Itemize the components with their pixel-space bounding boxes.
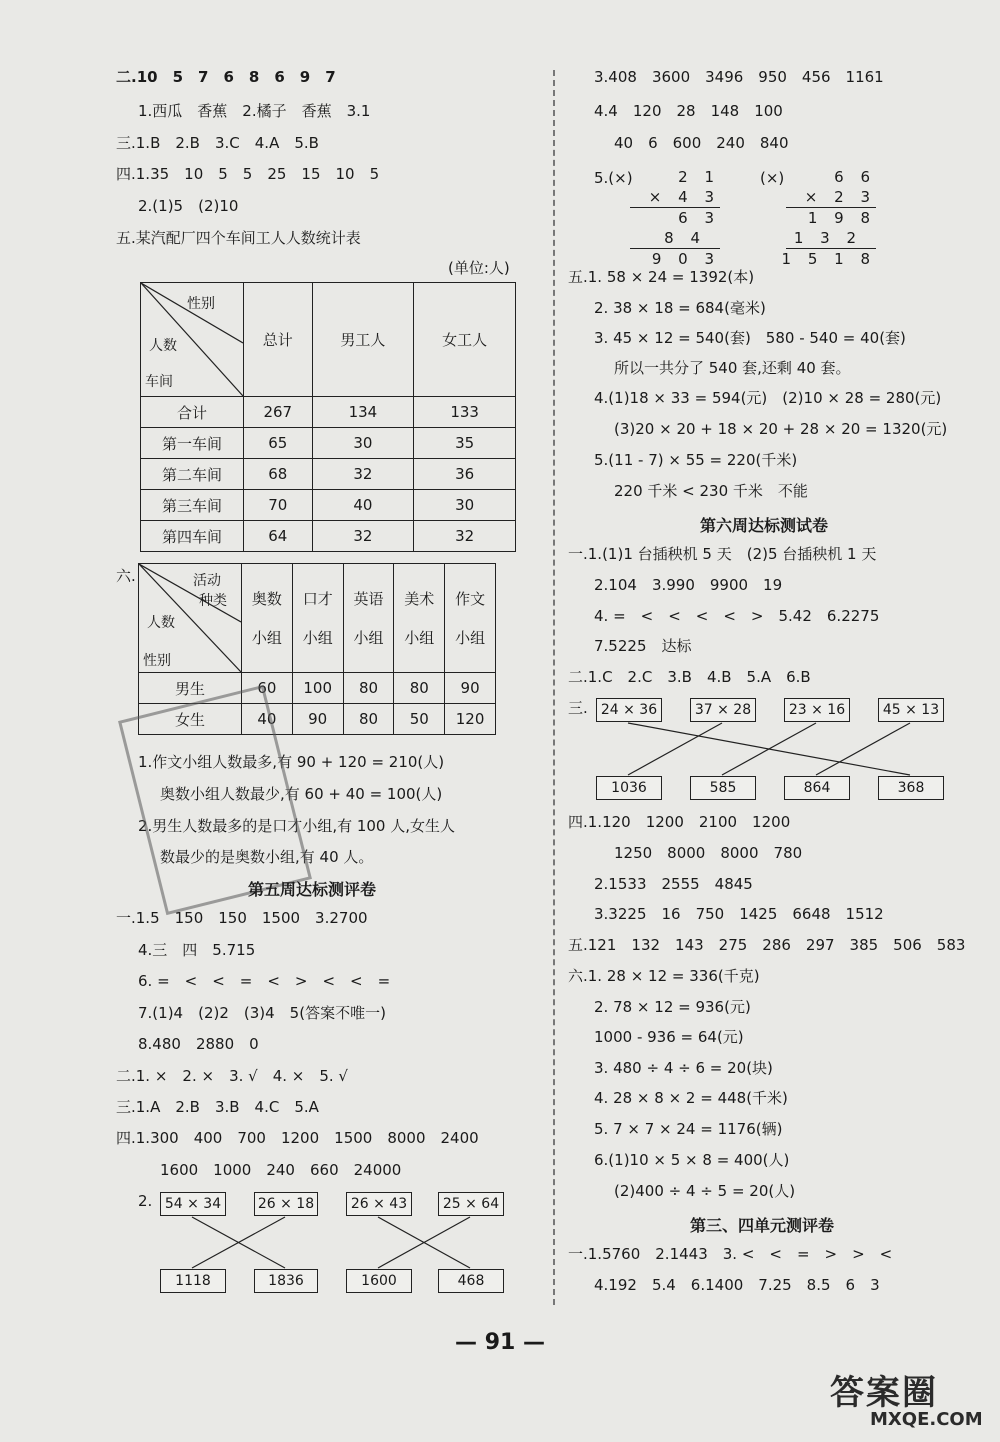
match2-top-box: 45 × 13	[878, 698, 944, 722]
header-line: 美术	[404, 590, 435, 608]
table2-header	[394, 564, 445, 673]
right-line-20: 1250 8000 8000 780	[614, 844, 803, 862]
table1-cell: 第二车间	[141, 459, 244, 490]
mul-row: 6 3	[678, 209, 720, 227]
table1-cell: 70	[244, 490, 313, 521]
header-line: 小组	[353, 629, 384, 647]
section-six-label: 六.	[116, 567, 136, 585]
left-line-2: 1.西瓜 香蕉 2.橘子 香蕉 3.1	[138, 102, 371, 120]
table2-corner-mid: 人数	[147, 615, 175, 631]
table1-cell: 第一车间	[141, 428, 244, 459]
mul-bar	[786, 207, 876, 208]
table-row	[141, 490, 516, 521]
right-line-25: 2. 78 × 12 = 936(元)	[594, 998, 751, 1016]
table2-corner	[139, 564, 242, 673]
section-title-week6: 第六周达标测试卷	[700, 516, 829, 535]
table1-cell: 64	[244, 521, 313, 552]
mul-bar	[630, 207, 720, 208]
left-line-16: 二.1. × 2. × 3. √ 4. × 5. √	[116, 1067, 348, 1085]
right-line-4: 5.(×)	[594, 169, 633, 187]
left-line-6: 五.某汽配厂四个车间工人人数统计表	[116, 229, 361, 247]
right-line-30: 6.(1)10 × 5 × 8 = 400(人)	[594, 1151, 790, 1169]
right-line-13: 一.1.(1)1 台插秧机 5 天 (2)5 台插秧机 1 天	[568, 545, 877, 563]
table1-cell: 36	[414, 459, 516, 490]
table1-cell: 133	[414, 397, 516, 428]
mul-row: × 2 3	[804, 188, 876, 206]
page-number: — 91 —	[455, 1330, 545, 1355]
table-row	[141, 428, 516, 459]
right-line-33: 4.192 5.4 6.1400 7.25 8.5 6 3	[594, 1276, 880, 1294]
mul-bar	[630, 248, 720, 249]
table1-cell: 35	[414, 428, 516, 459]
unit-label: (单位:人)	[448, 259, 510, 277]
left-line-7: 1.作文小组人数最多,有 90 + 120 = 210(人)	[138, 753, 445, 771]
right-line-6: 2. 38 × 18 = 684(毫米)	[594, 299, 766, 317]
header-line: 小组	[302, 629, 333, 647]
match1-top-box: 25 × 64	[438, 1192, 504, 1216]
right-line-29: 5. 7 × 7 × 24 = 1176(辆)	[594, 1120, 783, 1138]
header-line: 英语	[353, 590, 384, 608]
workshop-table	[140, 282, 516, 552]
vertical-multiplication-2	[781, 168, 876, 273]
match1-top-box: 54 × 34	[160, 1192, 226, 1216]
table-row	[141, 521, 516, 552]
right-line-24: 六.1. 28 × 12 = 336(千克)	[568, 967, 760, 985]
left-line-5: 2.(1)5 (2)10	[138, 197, 239, 215]
table2-cell: 90	[445, 673, 496, 704]
match1-top-box: 26 × 18	[254, 1192, 318, 1216]
table2-cell: 50	[394, 704, 445, 735]
right-line-4b: (×)	[760, 169, 785, 187]
table2-cell: 100	[292, 673, 343, 704]
column-divider	[553, 70, 555, 1305]
header-line: 口才	[302, 590, 333, 608]
header-line: 小组	[404, 629, 435, 647]
right-line-31: (2)400 ÷ 4 ÷ 5 = 20(人)	[614, 1182, 796, 1200]
header-line: 作文	[455, 590, 486, 608]
match1-bottom-box: 1118	[160, 1269, 226, 1293]
table1-cell: 32	[312, 459, 414, 490]
table1-cell: 32	[414, 521, 516, 552]
right-line-16: 7.5225 达标	[594, 637, 692, 655]
table1-cell: 合计	[141, 397, 244, 428]
right-line-12: 220 千米 < 230 千米 不能	[614, 482, 808, 500]
left-line-14: 7.(1)4 (2)2 (3)4 5(答案不唯一)	[138, 1004, 386, 1022]
left-line-20: 2.	[138, 1192, 153, 1210]
right-line-32: 一.1.5760 2.1443 3. < < = > > <	[568, 1245, 893, 1263]
logo-url: MXQE.COM	[870, 1409, 983, 1430]
table-row	[141, 459, 516, 490]
table1-corner-top: 性别	[187, 296, 215, 312]
mul-row: 2 1	[678, 168, 720, 186]
table1-header: 男工人	[312, 283, 414, 397]
table1-header: 女工人	[414, 283, 516, 397]
table-row	[139, 673, 496, 704]
table2-corner-top2: 种类	[199, 593, 227, 609]
table2-header	[292, 564, 343, 673]
mul-bar	[786, 248, 876, 249]
right-line-19: 四.1.120 1200 2100 1200	[568, 813, 791, 831]
match2-bottom-box: 368	[878, 776, 944, 800]
match1-top-box: 26 × 43	[346, 1192, 412, 1216]
right-line-5: 五.1. 58 × 24 = 1392(本)	[568, 268, 755, 286]
table1-corner-mid: 人数	[149, 338, 177, 354]
right-line-17: 二.1.C 2.C 3.B 4.B 5.A 6.B	[568, 668, 811, 686]
right-line-23: 五.121 132 143 275 286 297 385 506 583	[568, 936, 966, 954]
match1-bottom-box: 1600	[346, 1269, 412, 1293]
left-line-12: 4.三 四 5.715	[138, 941, 256, 959]
table2-header	[343, 564, 394, 673]
section-title-unit34: 第三、四单元测评卷	[690, 1216, 835, 1235]
match2-top-box: 37 × 28	[690, 698, 756, 722]
table1-cell: 68	[244, 459, 313, 490]
table1-header: 总计	[244, 283, 313, 397]
table1-corner	[141, 283, 244, 397]
left-line-9: 2.男生人数最多的是口才小组,有 100 人,女生人	[138, 817, 456, 835]
table2-cell: 60	[242, 673, 293, 704]
table2-header	[242, 564, 293, 673]
vertical-multiplication-1	[630, 168, 720, 273]
mul-row: 1 3 2	[793, 229, 862, 247]
section-title-week5: 第五周达标测评卷	[248, 880, 377, 899]
right-line-21: 2.1533 2555 4845	[594, 875, 753, 893]
left-line-11: 一.1.5 150 150 1500 3.2700	[116, 909, 368, 927]
right-line-1: 3.408 3600 3496 950 456 1161	[594, 68, 884, 86]
right-line-10: (3)20 × 20 + 18 × 20 + 28 × 20 = 1320(元)	[614, 420, 948, 438]
table2-cell: 女生	[139, 704, 242, 735]
table1-cell: 第四车间	[141, 521, 244, 552]
right-line-15: 4. = < < < < > 5.42 6.2275	[594, 607, 880, 625]
mul-row: 9 0 3	[651, 250, 720, 268]
left-line-15: 8.480 2880 0	[138, 1035, 259, 1053]
left-line-3: 三.1.B 2.B 3.C 4.A 5.B	[116, 134, 319, 152]
table2-cell: 80	[343, 704, 394, 735]
header-line: 小组	[455, 629, 486, 647]
table2-cell: 40	[242, 704, 293, 735]
header-line: 奥数	[251, 590, 282, 608]
right-line-2: 4.4 120 28 148 100	[594, 102, 783, 120]
match2-bottom-box: 864	[784, 776, 850, 800]
right-line-26: 1000 - 936 = 64(元)	[594, 1028, 744, 1046]
left-line-13: 6. = < < = < > < < =	[138, 972, 391, 990]
mul-row: × 4 3	[648, 188, 720, 206]
left-line-10: 数最少的是奥数小组,有 40 人。	[160, 848, 374, 866]
header-line: 小组	[251, 629, 282, 647]
left-line-18: 四.1.300 400 700 1200 1500 8000 2400	[116, 1129, 479, 1147]
table2-corner-top: 活动	[193, 573, 221, 589]
match2-bottom-box: 1036	[596, 776, 662, 800]
right-line-7: 3. 45 × 12 = 540(套) 580 - 540 = 40(套)	[594, 329, 906, 347]
mul-row: 1 9 8	[807, 209, 876, 227]
table2-corner-bot: 性别	[143, 653, 171, 669]
right-line-3: 40 6 600 240 840	[614, 134, 789, 152]
right-line-11: 5.(11 - 7) × 55 = 220(千米)	[594, 451, 798, 469]
table1-cell: 第三车间	[141, 490, 244, 521]
right-line-9: 4.(1)18 × 33 = 594(元) (2)10 × 28 = 280(元)	[594, 389, 942, 407]
match2-bottom-box: 585	[690, 776, 756, 800]
left-line-17: 三.1.A 2.B 3.B 4.C 5.A	[116, 1098, 319, 1116]
match1-bottom-box: 468	[438, 1269, 504, 1293]
right-line-22: 3.3225 16 750 1425 6648 1512	[594, 905, 884, 923]
right-line-8: 所以一共分了 540 套,还剩 40 套。	[614, 359, 851, 377]
left-line-8: 奥数小组人数最少,有 60 + 40 = 100(人)	[160, 785, 443, 803]
left-line-19: 1600 1000 240 660 24000	[160, 1161, 402, 1179]
table1-cell: 267	[244, 397, 313, 428]
table1-cell: 32	[312, 521, 414, 552]
right-line-14: 2.104 3.990 9900 19	[594, 576, 783, 594]
table1-cell: 30	[312, 428, 414, 459]
table1-cell: 40	[312, 490, 414, 521]
right-line-28: 4. 28 × 8 × 2 = 448(千米)	[594, 1089, 788, 1107]
table2-cell: 90	[292, 704, 343, 735]
left-line-4: 四.1.35 10 5 5 25 15 10 5	[116, 165, 380, 183]
match1-bottom-box: 1836	[254, 1269, 318, 1293]
table1-cell: 134	[312, 397, 414, 428]
left-line-1: 二.10 5 7 6 8 6 9 7	[116, 68, 336, 86]
table2-header	[445, 564, 496, 673]
table-row	[141, 397, 516, 428]
table2-cell: 男生	[139, 673, 242, 704]
mul-row: 8 4	[664, 229, 706, 247]
mul-row: 1 5 1 8	[781, 250, 876, 268]
site-logo	[830, 1365, 995, 1437]
table1-cell: 65	[244, 428, 313, 459]
right-line-27: 3. 480 ÷ 4 ÷ 6 = 20(块)	[594, 1059, 773, 1077]
right-line-18: 三.	[568, 699, 588, 717]
table2-cell: 120	[445, 704, 496, 735]
table1-cell: 30	[414, 490, 516, 521]
table2-cell: 80	[394, 673, 445, 704]
match2-top-box: 23 × 16	[784, 698, 850, 722]
table2-cell: 80	[343, 673, 394, 704]
logo-text: 答案圈	[830, 1373, 938, 1413]
table1-corner-bot: 车间	[145, 374, 173, 390]
match2-top-box: 24 × 36	[596, 698, 662, 722]
mul-row: 6 6	[834, 168, 876, 186]
